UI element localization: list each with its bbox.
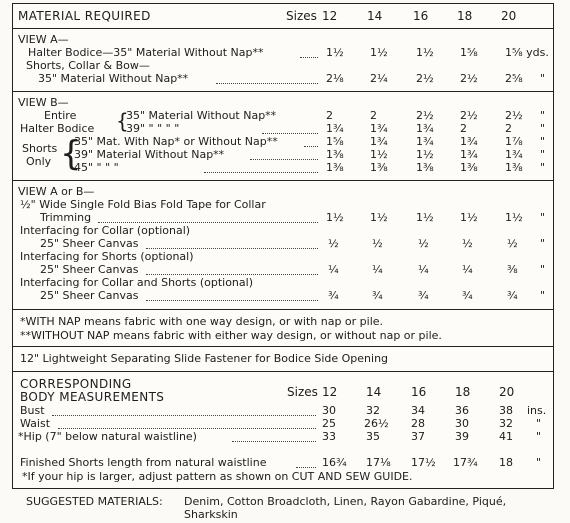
unit-inches: ins.	[527, 404, 547, 417]
cell: 2¼	[370, 72, 388, 85]
cell: 2½	[416, 109, 434, 122]
cell: 1⅜	[326, 161, 344, 174]
ditto-mark: "	[540, 289, 546, 302]
cell: 1⅜	[416, 161, 434, 174]
only-label: Only	[26, 155, 52, 168]
cell: 1½	[505, 211, 523, 224]
size-col-16: 16	[413, 9, 429, 23]
view-ab-row1-label: Trimming	[40, 211, 92, 224]
cell: 1⅜	[326, 148, 344, 161]
cell: 2	[326, 109, 333, 122]
body-sizes-label: Sizes	[287, 385, 318, 399]
ditto-mark: "	[536, 456, 542, 469]
view-ab-row1-heading: ½" Wide Single Fold Bias Fold Tape for Collar	[20, 198, 266, 211]
cell: 17¾	[453, 456, 478, 469]
ditto-mark: "	[536, 417, 542, 430]
cell: 1½	[370, 211, 388, 224]
ditto-mark: "	[540, 161, 546, 174]
cell: ½	[328, 237, 339, 250]
ditto-mark: "	[540, 72, 546, 85]
cell: 30	[455, 417, 469, 430]
cell: ¾	[462, 289, 473, 302]
size-col-12: 12	[322, 9, 338, 23]
body-size-18: 18	[455, 385, 471, 399]
cell: 2	[505, 122, 512, 135]
view-b-row3-label: 35" Mat. With Nap* or Without Nap**	[74, 135, 278, 148]
cell: 1⅞	[505, 135, 523, 148]
cell: ¾	[328, 289, 339, 302]
suggested-materials-label: SUGGESTED MATERIALS:	[26, 495, 163, 508]
view-b-row1-label: 35" Material Without Nap**	[126, 109, 277, 122]
size-col-20: 20	[501, 9, 517, 23]
view-ab-row2-heading: Interfacing for Collar (optional)	[20, 224, 191, 237]
ditto-mark: "	[540, 263, 546, 276]
cell: 34	[411, 404, 425, 417]
hip-adjust-note: *If your hip is larger, adjust pattern as shown on CUT AND SEW GUIDE.	[22, 470, 413, 483]
cell: 17⅛	[366, 456, 391, 469]
ditto-mark: "	[536, 430, 542, 443]
halter-label: Halter Bodice	[20, 122, 95, 135]
suggested-materials-list: Denim, Cotton Broadcloth, Linen, Rayon Gabardine, Piqué,	[184, 495, 507, 508]
cell: 1½	[370, 148, 388, 161]
cell: ½	[507, 237, 518, 250]
cell: 1¾	[416, 122, 434, 135]
cell: 28	[411, 417, 425, 430]
ditto-mark: "	[540, 211, 546, 224]
cell: ⅜	[507, 263, 518, 276]
cell: 1½	[370, 46, 388, 59]
cell: 1⅝	[326, 135, 344, 148]
cell: 1¾	[370, 135, 388, 148]
cell: 1⅝	[460, 46, 478, 59]
cell: 16¾	[322, 456, 347, 469]
slide-fastener-note: 12" Lightweight Separating Slide Fastener for Bodice Side Opening	[20, 352, 389, 365]
suggested-materials-list-cont: Sharkskin	[184, 508, 238, 521]
body-title-line2: BODY MEASUREMENTS	[20, 390, 165, 404]
entire-label: Entire	[44, 109, 77, 122]
size-col-14: 14	[367, 9, 383, 23]
cell: 2½	[460, 72, 478, 85]
cell: 35	[366, 430, 380, 443]
cell: ½	[418, 237, 429, 250]
cell: 2½	[460, 109, 478, 122]
ditto-mark: "	[540, 237, 546, 250]
view-b-row4-label: 39" Material Without Nap**	[74, 148, 225, 161]
view-a-row2-heading: Shorts, Collar & Bow—	[26, 59, 150, 72]
shorts-length-label: Finished Shorts length from natural waistline	[20, 456, 267, 469]
cell: 39	[455, 430, 469, 443]
cell: 1⅜	[460, 161, 478, 174]
body-size-20: 20	[499, 385, 515, 399]
brace-2: {	[60, 134, 82, 174]
cell: 1¾	[326, 122, 344, 135]
cell: 2	[460, 122, 467, 135]
cell: 1½	[416, 148, 434, 161]
cell: 1½	[460, 211, 478, 224]
shorts-label: Shorts	[22, 142, 58, 155]
cell: ¼	[372, 263, 383, 276]
view-ab-row2-label: 25" Sheer Canvas	[40, 237, 139, 250]
ditto-mark: "	[540, 122, 546, 135]
cell: 1¾	[505, 148, 523, 161]
cell: 1¾	[460, 135, 478, 148]
cell: 36	[455, 404, 469, 417]
cell: 1⅝ yds.	[505, 46, 549, 59]
view-ab-row3-heading: Interfacing for Shorts (optional)	[20, 250, 194, 263]
view-ab-row4-label: 25" Sheer Canvas	[40, 289, 139, 302]
cell: 1¾	[460, 148, 478, 161]
cell: ¼	[462, 263, 473, 276]
sizes-label: Sizes	[286, 9, 317, 23]
cell: 1⅜	[370, 161, 388, 174]
cell: 18	[499, 456, 513, 469]
ditto-mark: "	[540, 109, 546, 122]
cell: ½	[462, 237, 473, 250]
waist-label: Waist	[20, 417, 51, 430]
cell: 26½	[364, 417, 389, 430]
view-ab-row3-label: 25" Sheer Canvas	[40, 263, 139, 276]
cell: 32	[499, 417, 513, 430]
cell: 1½	[416, 46, 434, 59]
cell: 30	[322, 404, 336, 417]
cell: 2½	[416, 72, 434, 85]
size-col-18: 18	[457, 9, 473, 23]
brace-1: {	[116, 109, 129, 133]
cell: 17½	[411, 456, 436, 469]
body-size-12: 12	[322, 385, 338, 399]
cell: ½	[372, 237, 383, 250]
cell: 2½	[505, 109, 523, 122]
cell: 2	[370, 109, 377, 122]
cell: ¾	[507, 289, 518, 302]
cell: ¼	[418, 263, 429, 276]
body-title-line1: CORRESPONDING	[20, 377, 132, 391]
cell: 1¾	[370, 122, 388, 135]
view-ab-title: VIEW A or B—	[18, 185, 95, 198]
cell: 33	[322, 430, 336, 443]
view-ab-row4-heading: Interfacing for Collar and Shorts (optional)	[20, 276, 253, 289]
cell: 2⅝	[505, 72, 523, 85]
cell: ¾	[372, 289, 383, 302]
with-nap-note: *WITH NAP means fabric with one way design, or with nap or pile.	[20, 315, 384, 328]
cell: 1⅜	[505, 161, 523, 174]
material-required-title: MATERIAL REQUIRED	[18, 9, 151, 23]
cell: 2⅛	[326, 72, 344, 85]
hip-label: *Hip (7" below natural waistline)	[18, 430, 197, 443]
ditto-mark: "	[540, 135, 546, 148]
bust-label: Bust	[20, 404, 45, 417]
without-nap-note: **WITHOUT NAP means fabric with either way design, or without nap or pile.	[20, 329, 442, 342]
view-b-title: VIEW B—	[18, 96, 69, 109]
cell: 32	[366, 404, 380, 417]
view-a-row1-label: Halter Bodice—35" Material Without Nap**	[28, 46, 264, 59]
cell: 1½	[416, 211, 434, 224]
ditto-mark: "	[540, 148, 546, 161]
view-b-row2-label: 39" " " " "	[126, 122, 180, 135]
cell: 1½	[326, 46, 344, 59]
body-size-16: 16	[411, 385, 427, 399]
cell: 25	[322, 417, 336, 430]
cell: 1¾	[416, 135, 434, 148]
cell: ¼	[328, 263, 339, 276]
cell: 37	[411, 430, 425, 443]
cell: 38	[499, 404, 513, 417]
view-a-row2-label: 35" Material Without Nap**	[38, 72, 189, 85]
cell: ¾	[418, 289, 429, 302]
view-a-title: VIEW A—	[18, 33, 69, 46]
cell: 1½	[326, 211, 344, 224]
body-size-14: 14	[366, 385, 382, 399]
cell: 41	[499, 430, 513, 443]
view-b-row5-label: 45" " " "	[74, 161, 119, 174]
